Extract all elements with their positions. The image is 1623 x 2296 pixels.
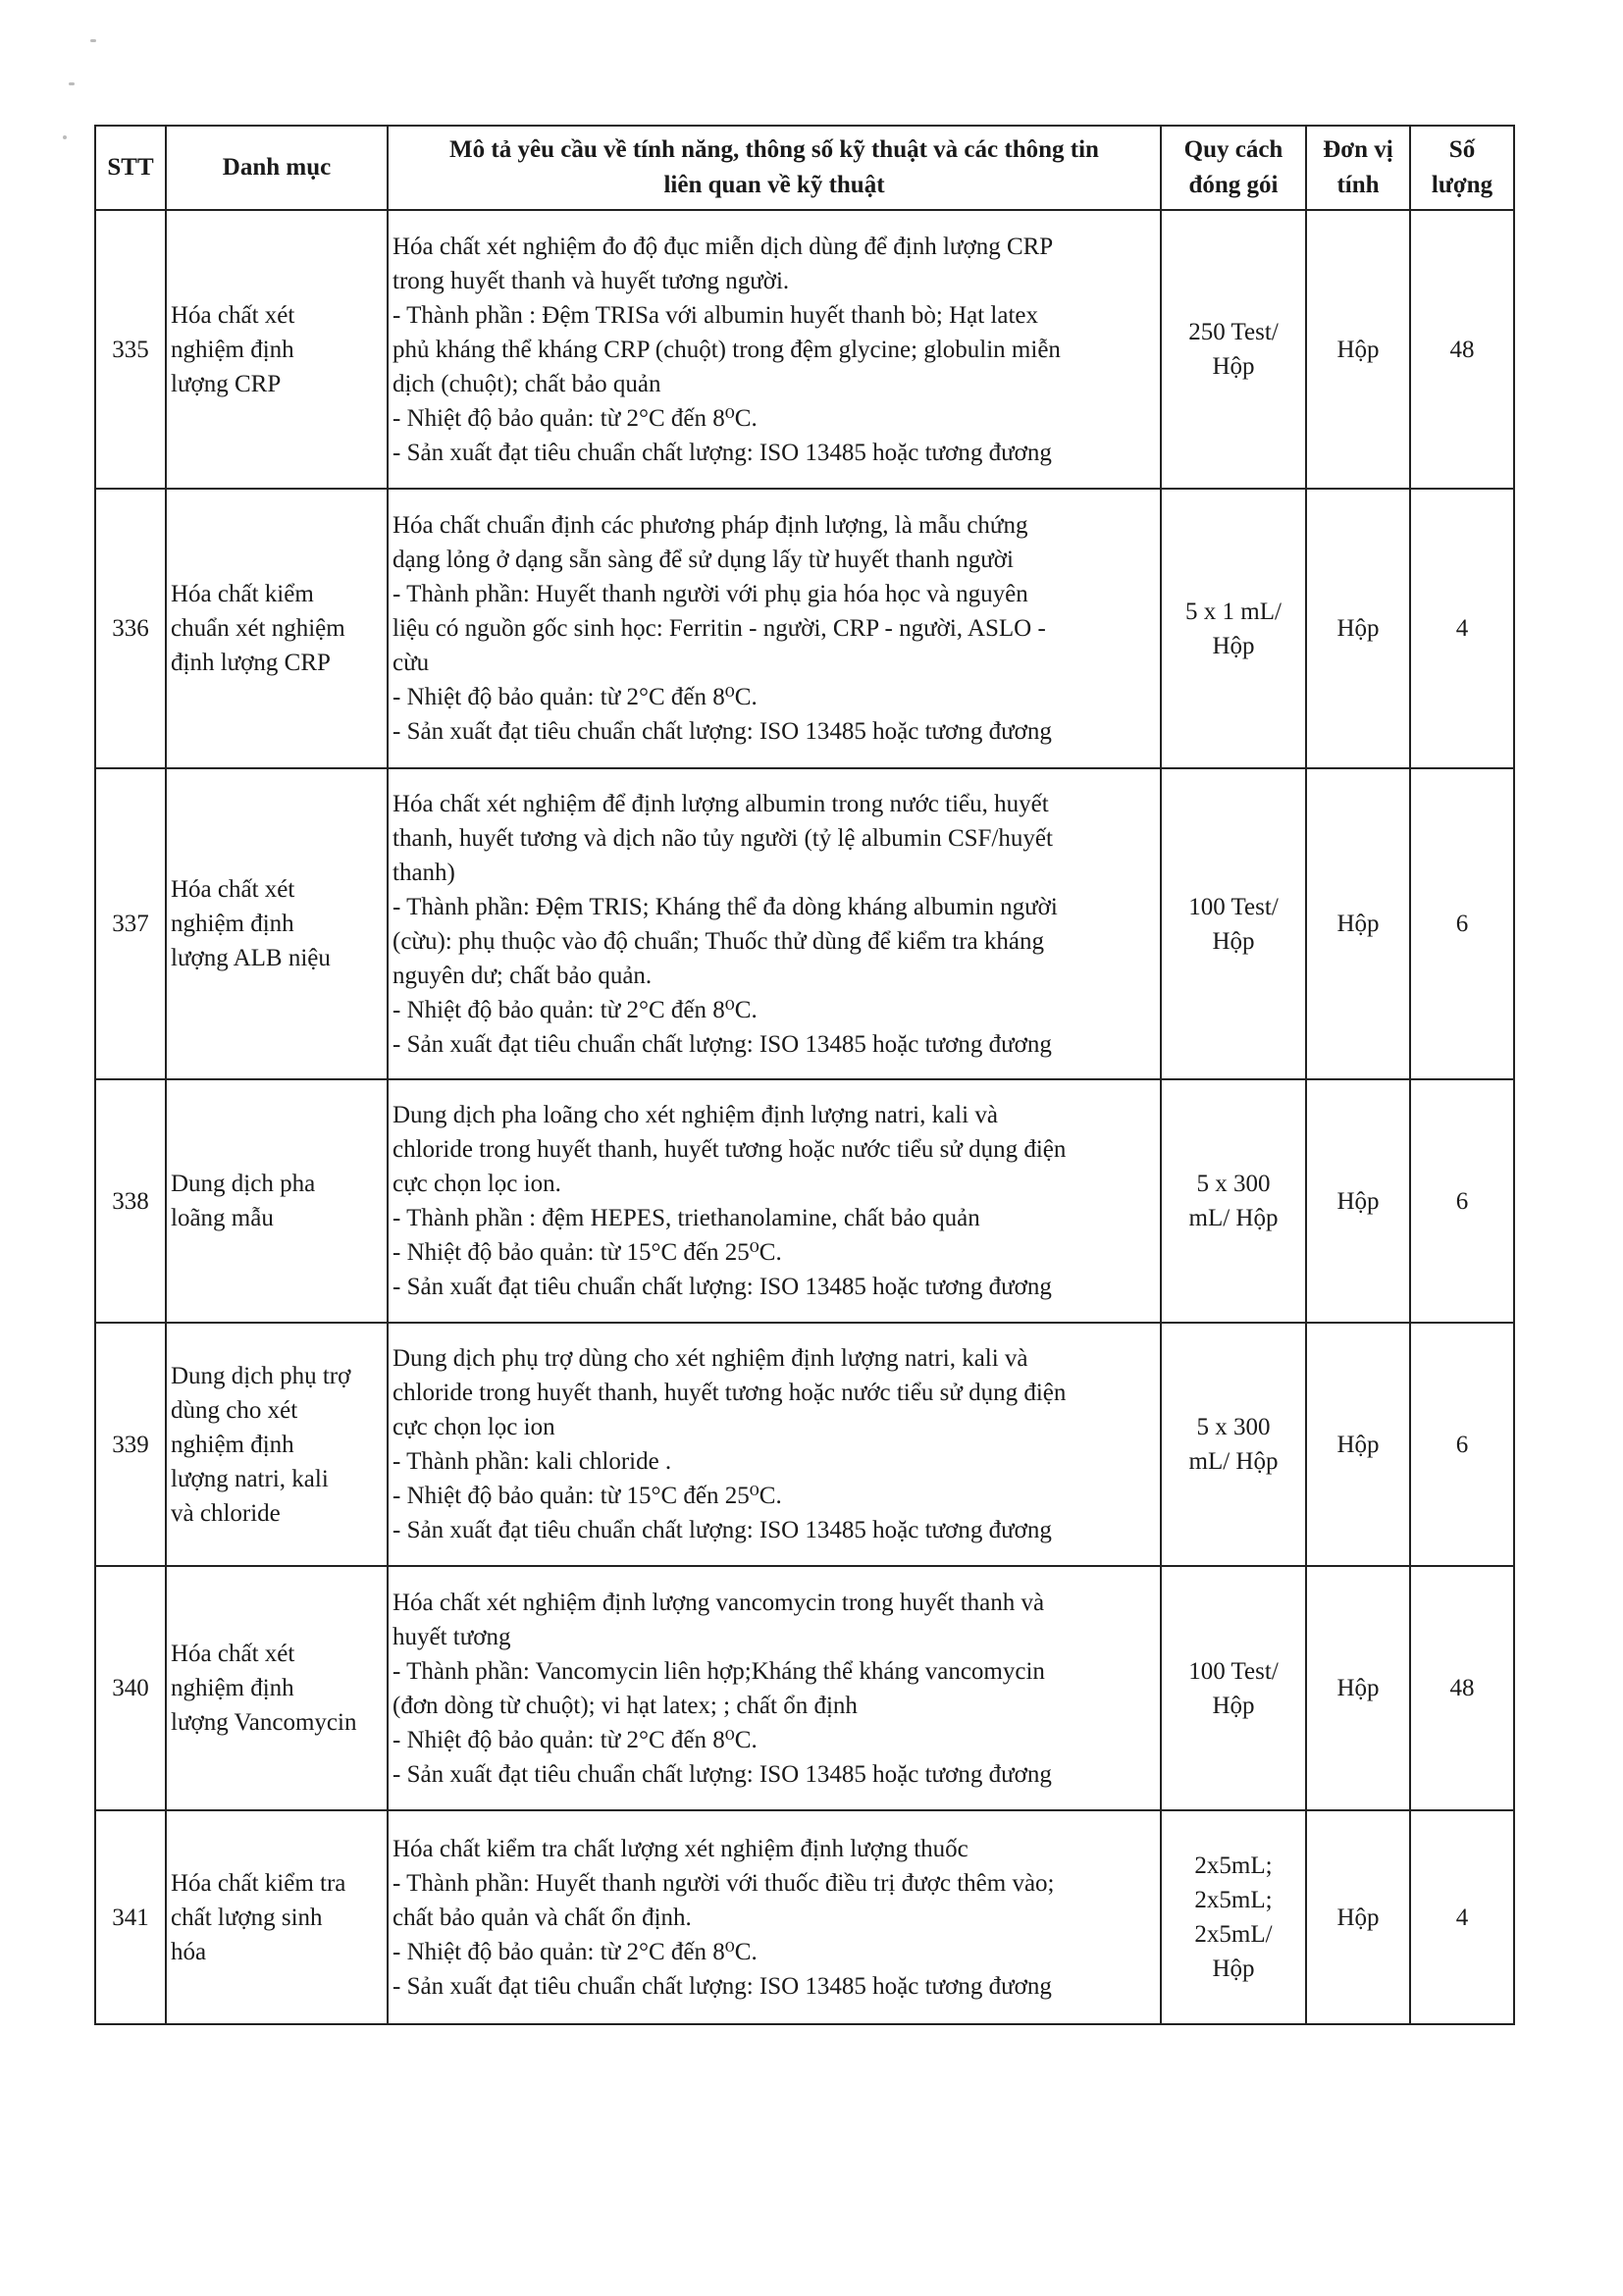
header-unit-line: tính (1336, 172, 1380, 198)
description-cell (388, 1323, 1161, 1566)
description-line: - Sản xuất đạt tiêu chuẩn chất lượng: ISO 13485 hoặc tương đương (393, 1760, 1052, 1788)
packaging-cell (1161, 210, 1306, 489)
description-cell (388, 768, 1161, 1079)
packaging-cell (1161, 1079, 1306, 1323)
category-line: nghiệm định (171, 1675, 294, 1701)
description-line: thanh) (393, 859, 455, 886)
packaging-cell (1161, 1810, 1306, 2024)
description-cell (388, 210, 1161, 489)
category-line: và chloride (171, 1499, 281, 1527)
packaging-line: mL/ Hộp (1188, 1205, 1279, 1231)
header-description (388, 126, 1161, 210)
packaging-line: 5 x 300 (1196, 1171, 1271, 1197)
description-line: - Sản xuất đạt tiêu chuẩn chất lượng: ISO 13485 hoặc tương đương (393, 1030, 1052, 1058)
description-line: (cừu): phụ thuộc vào độ chuẩn; Thuốc thử dùng để kiểm tra kháng (393, 927, 1044, 955)
quantity-cell: 48 (1410, 210, 1514, 489)
packaging-line: 100 Test/ (1188, 1657, 1279, 1685)
packaging-line: 5 x 1 mL/ (1185, 598, 1282, 625)
unit-cell: Hộp (1306, 489, 1410, 768)
table-row (95, 1079, 1514, 1323)
quantity-cell: 4 (1410, 1810, 1514, 2024)
header-packaging-line: đóng gói (1188, 172, 1279, 198)
unit-cell: Hộp (1306, 1323, 1410, 1566)
header-quantity (1410, 126, 1514, 210)
unit-cell: Hộp (1306, 210, 1410, 489)
description-line: - Nhiệt độ bảo quản: từ 15°C đến 25⁰C. (393, 1483, 782, 1509)
description-line: - Thành phần: Đệm TRIS; Kháng thể đa dòng kháng albumin người (393, 893, 1058, 920)
category-line: chất lượng sinh (171, 1904, 323, 1931)
row-number: 341 (95, 1810, 166, 2024)
description-line: Hóa chất xét nghiệm định lượng vancomycin trong huyết thanh và (393, 1589, 1045, 1616)
description-line: - Nhiệt độ bảo quản: từ 2°C đến 8⁰C. (393, 684, 758, 710)
description-line: dịch (chuột); chất bảo quản (393, 370, 661, 397)
category-line: lượng Vancomycin (171, 1709, 357, 1736)
packaging-line: Hộp (1212, 353, 1255, 380)
description-line: (đơn dòng từ chuột); vi hạt latex; ; chất ổn định (393, 1692, 858, 1719)
description-cell (388, 489, 1161, 768)
description-line: liệu có nguồn gốc sinh học: Ferritin - người, CRP - người, ASLO - (393, 615, 1046, 642)
category-line: Hóa chất kiểm (171, 581, 314, 607)
specification-table (94, 125, 1515, 2025)
unit-cell: Hộp (1306, 1810, 1410, 2024)
packaging-line: 100 Test/ (1188, 893, 1279, 920)
scan-speck (69, 82, 75, 85)
header-description-line: liên quan về kỹ thuật (663, 172, 885, 198)
description-line: - Thành phần : đệm HEPES, triethanolamine, chất bảo quản (393, 1205, 980, 1231)
packaging-line: mL/ Hộp (1188, 1448, 1279, 1475)
category-line: lượng CRP (171, 370, 282, 397)
quantity-cell: 48 (1410, 1566, 1514, 1810)
category-line: định lượng CRP (171, 650, 331, 676)
description-line: thanh, huyết tương và dịch não tủy người (tỷ lệ albumin CSF/huyết (393, 824, 1053, 852)
description-line: - Nhiệt độ bảo quản: từ 15°C đến 25⁰C. (393, 1239, 782, 1266)
packaging-cell (1161, 489, 1306, 768)
category-line: dùng cho xét (171, 1396, 298, 1424)
category-line: nghiệm định (171, 1431, 294, 1458)
description-line: - Thành phần: Huyết thanh người với phụ gia hóa học và nguyên (393, 581, 1028, 607)
unit-cell: Hộp (1306, 768, 1410, 1079)
header-quantity-line: Số (1448, 136, 1476, 163)
header-quantity-line: lượng (1431, 172, 1493, 198)
category-cell (166, 1810, 388, 2024)
packaging-cell (1161, 768, 1306, 1079)
description-line: phủ kháng thể kháng CRP (chuột) trong đệm glycine; globulin miễn (393, 336, 1061, 363)
description-line: dạng lỏng ở dạng sẵn sàng để sử dụng lấy từ huyết thanh người (393, 547, 1014, 573)
category-line: Dung dịch phụ trợ (171, 1362, 351, 1389)
category-cell (166, 1566, 388, 1810)
quantity-cell: 4 (1410, 489, 1514, 768)
header-packaging-line: Quy cách (1183, 136, 1283, 163)
description-line: chloride trong huyết thanh, huyết tương hoặc nước tiểu sử dụng điện (393, 1380, 1067, 1406)
packaging-line: Hộp (1212, 927, 1255, 955)
description-line: trong huyết thanh và huyết tương người. (393, 267, 790, 294)
table-header-row (95, 126, 1514, 210)
description-line: - Thành phần: Huyết thanh người với thuốc điều trị được thêm vào; (393, 1869, 1055, 1897)
packaging-line: 2x5mL; (1194, 1852, 1273, 1879)
category-line: Hóa chất kiểm tra (171, 1869, 346, 1897)
header-description-line: Mô tả yêu cầu về tính năng, thông số kỹ thuật và các thông tin (449, 136, 1099, 163)
row-number: 338 (95, 1079, 166, 1323)
description-line: - Nhiệt độ bảo quản: từ 2°C đến 8⁰C. (393, 404, 758, 432)
category-line: Hóa chất xét (171, 876, 295, 903)
header-category: Danh mục (166, 126, 388, 210)
table-body (95, 210, 1514, 2024)
packaging-line: 250 Test/ (1188, 319, 1279, 345)
header-stt: STT (95, 126, 166, 210)
description-cell (388, 1810, 1161, 2024)
description-line: chất bảo quản và chất ổn định. (393, 1904, 692, 1931)
description-line: Hóa chất chuẩn định các phương pháp định lượng, là mẫu chứng (393, 512, 1028, 539)
header-packaging (1161, 126, 1306, 210)
category-line: chuẩn xét nghiệm (171, 615, 345, 642)
description-line: - Nhiệt độ bảo quản: từ 2°C đến 8⁰C. (393, 996, 758, 1023)
packaging-line: Hộp (1212, 1956, 1255, 1982)
description-cell (388, 1566, 1161, 1810)
table-row (95, 1566, 1514, 1810)
unit-cell: Hộp (1306, 1566, 1410, 1810)
row-number: 336 (95, 489, 166, 768)
table-row (95, 1810, 1514, 2024)
packaging-line: 2x5mL; (1194, 1887, 1273, 1913)
description-line: - Sản xuất đạt tiêu chuẩn chất lượng: ISO 13485 hoặc tương đương (393, 1274, 1052, 1300)
description-cell (388, 1079, 1161, 1323)
description-line: chloride trong huyết thanh, huyết tương hoặc nước tiểu sử dụng điện (393, 1136, 1067, 1163)
category-line: loãng mẫu (171, 1205, 274, 1231)
row-number: 340 (95, 1566, 166, 1810)
packaging-line: Hộp (1212, 632, 1255, 659)
description-line: nguyên dư; chất bảo quản. (393, 962, 653, 989)
row-number: 335 (95, 210, 166, 489)
scan-speck (90, 39, 96, 42)
table-row (95, 489, 1514, 768)
header-unit-line: Đơn vị (1323, 136, 1393, 163)
description-line: - Nhiệt độ bảo quản: từ 2°C đến 8⁰C. (393, 1938, 758, 1965)
description-line: Hóa chất xét nghiệm để định lượng albumin trong nước tiểu, huyết (393, 790, 1049, 817)
description-line: Hóa chất xét nghiệm đo độ đục miễn dịch dùng để định lượng CRP (393, 233, 1054, 260)
description-line: cực chọn lọc ion. (393, 1171, 561, 1197)
category-line: nghiệm định (171, 336, 294, 363)
category-line: nghiệm định (171, 911, 294, 937)
category-line: lượng natri, kali (171, 1465, 329, 1492)
description-line: cực chọn lọc ion (393, 1414, 555, 1440)
header-unit (1306, 126, 1410, 210)
packaging-line: 2x5mL/ (1194, 1921, 1273, 1948)
description-line: - Nhiệt độ bảo quản: từ 2°C đến 8⁰C. (393, 1726, 758, 1753)
description-line: cừu (393, 650, 430, 676)
category-cell (166, 1079, 388, 1323)
description-line: - Sản xuất đạt tiêu chuẩn chất lượng: ISO 13485 hoặc tương đương (393, 439, 1052, 466)
description-line: Hóa chất kiểm tra chất lượng xét nghiệm định lượng thuốc (393, 1835, 969, 1862)
row-number: 339 (95, 1323, 166, 1566)
category-cell (166, 1323, 388, 1566)
packaging-line: 5 x 300 (1196, 1414, 1271, 1440)
description-line: - Sản xuất đạt tiêu chuẩn chất lượng: ISO 13485 hoặc tương đương (393, 718, 1052, 745)
quantity-cell: 6 (1410, 1079, 1514, 1323)
category-cell (166, 210, 388, 489)
category-line: Hóa chất xét (171, 1641, 295, 1667)
category-cell (166, 768, 388, 1079)
description-line: - Thành phần: kali chloride . (393, 1448, 672, 1475)
row-number: 337 (95, 768, 166, 1079)
table-row (95, 210, 1514, 489)
quantity-cell: 6 (1410, 1323, 1514, 1566)
scan-speck (63, 135, 67, 139)
quantity-cell: 6 (1410, 768, 1514, 1079)
packaging-cell (1161, 1323, 1306, 1566)
category-line: lượng ALB niệu (171, 945, 331, 971)
description-line: - Sản xuất đạt tiêu chuẩn chất lượng: ISO 13485 hoặc tương đương (393, 1972, 1052, 2000)
description-line: - Thành phần: Vancomycin liên hợp;Kháng thể kháng vancomycin (393, 1657, 1045, 1685)
category-cell (166, 489, 388, 768)
description-line: - Sản xuất đạt tiêu chuẩn chất lượng: ISO 13485 hoặc tương đương (393, 1517, 1052, 1543)
table-row (95, 1323, 1514, 1566)
packaging-line: Hộp (1212, 1692, 1255, 1719)
description-line: Dung dịch phụ trợ dùng cho xét nghiệm định lượng natri, kali và (393, 1345, 1028, 1372)
category-line: Dung dịch pha (171, 1171, 316, 1197)
category-line: hóa (171, 1938, 207, 1965)
description-line: Dung dịch pha loãng cho xét nghiệm định lượng natri, kali và (393, 1102, 998, 1128)
description-line: - Thành phần : Đệm TRISa với albumin huyết thanh bò; Hạt latex (393, 301, 1039, 329)
table-row (95, 768, 1514, 1079)
category-line: Hóa chất xét (171, 301, 295, 329)
unit-cell: Hộp (1306, 1079, 1410, 1323)
packaging-cell (1161, 1566, 1306, 1810)
description-line: huyết tương (393, 1623, 511, 1650)
